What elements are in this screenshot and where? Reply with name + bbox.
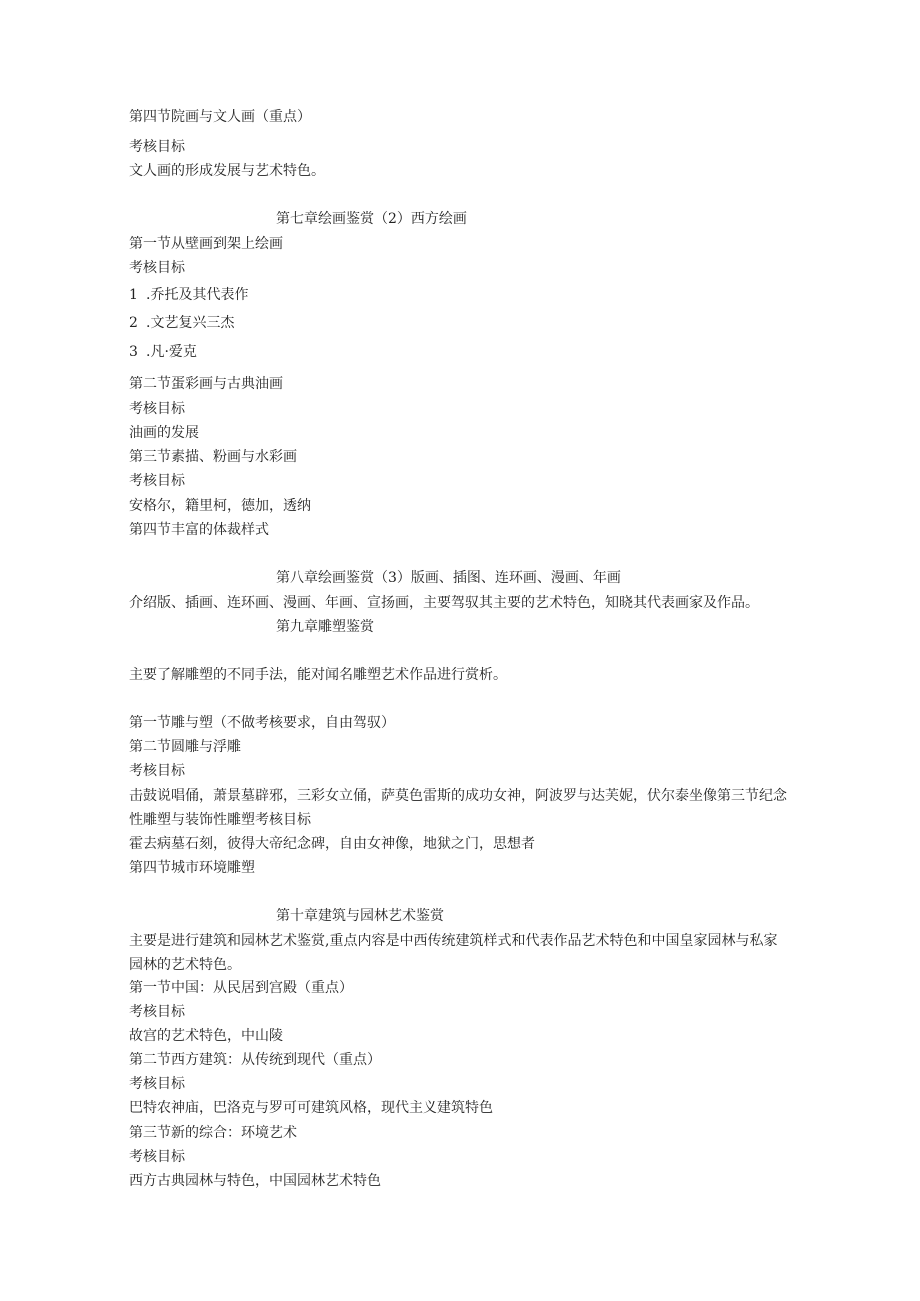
list-number: 3: [129, 344, 138, 360]
goal-label: 考核目标: [129, 1076, 185, 1092]
section-heading: 第一节中国：从民居到宫殿（重点）: [129, 980, 353, 996]
body-text: 击鼓说唱俑，萧景墓辟邪，三彩女立俑，萨莫色雷斯的成功女神，阿波罗与达芙妮，伏尔泰坐像第三节纪念性雕塑与装饰性雕塑考核目标: [129, 788, 787, 828]
goal-label: 考核目标: [129, 473, 185, 489]
list-item: [129, 314, 234, 332]
section-heading: 第二节西方建筑：从传统到现代（重点）: [129, 1052, 381, 1068]
list-number: 2: [129, 315, 138, 331]
chapter-title: 第八章绘画鉴赏（3）版画、插图、连环画、漫画、年画: [276, 570, 621, 586]
section-heading: 第四节丰富的体裁样式: [129, 522, 269, 538]
section-heading: 第四节城市环境雕塑: [129, 860, 255, 876]
body-text: 故宫的艺术特色，中山陵: [129, 1028, 283, 1044]
goal-label: 考核目标: [129, 1149, 185, 1165]
section-heading: 第三节素描、粉画与水彩画: [129, 449, 297, 465]
body-text: 主要是进行建筑和园林艺术鉴赏,重点内容是中西传统建筑样式和代表作品艺术特色和中国皇家园林与私家园林的艺术特色。: [129, 933, 778, 973]
body-text: 巴特农神庙，巴洛克与罗可可建筑风格，现代主义建筑特色: [129, 1100, 493, 1116]
body-text: 文人画的形成发展与艺术特色。: [129, 163, 325, 179]
chapter-title: 第九章雕塑鉴赏: [276, 619, 374, 635]
goal-label: 考核目标: [129, 260, 185, 276]
section-heading: 第四节院画与文人画（重点）: [129, 109, 311, 125]
list-text: .凡·爱克: [146, 344, 197, 360]
goal-label: 考核目标: [129, 763, 185, 779]
list-item: [129, 343, 197, 361]
goal-label: 考核目标: [129, 1004, 185, 1020]
list-item: [129, 286, 248, 304]
chapter-title: 第十章建筑与园林艺术鉴赏: [276, 908, 444, 924]
list-number: 1: [129, 287, 138, 303]
section-heading: 第一节从壁画到架上绘画: [129, 236, 283, 252]
body-text: 西方古典园林与特色，中国园林艺术特色: [129, 1173, 381, 1189]
body-text: 介绍版、插画、连环画、漫画、年画、宣扬画，主要驾驭其主要的艺术特色，知晓其代表画家及作品。: [129, 595, 759, 611]
body-text: 安格尔，籍里柯，德加，透纳: [129, 498, 311, 514]
section-heading: 第二节圆雕与浮雕: [129, 739, 241, 755]
body-text: 霍去病墓石刻，彼得大帝纪念碑，自由女神像，地狱之门，思想者: [129, 836, 535, 852]
section-heading: 第一节雕与塑（不做考核要求，自由驾驭）: [129, 715, 395, 731]
goal-label: 考核目标: [129, 401, 185, 417]
body-text: 油画的发展: [129, 425, 199, 441]
list-text: .文艺复兴三杰: [146, 315, 235, 331]
section-heading: 第三节新的综合：环境艺术: [129, 1125, 297, 1141]
body-text: 主要了解雕塑的不同手法，能对闻名雕塑艺术作品进行赏析。: [129, 667, 507, 683]
goal-label: 考核目标: [129, 139, 185, 155]
list-text: .乔托及其代表作: [146, 287, 249, 303]
section-heading: 第二节蛋彩画与古典油画: [129, 376, 283, 392]
chapter-title: 第七章绘画鉴赏（2）西方绘画: [276, 211, 467, 227]
